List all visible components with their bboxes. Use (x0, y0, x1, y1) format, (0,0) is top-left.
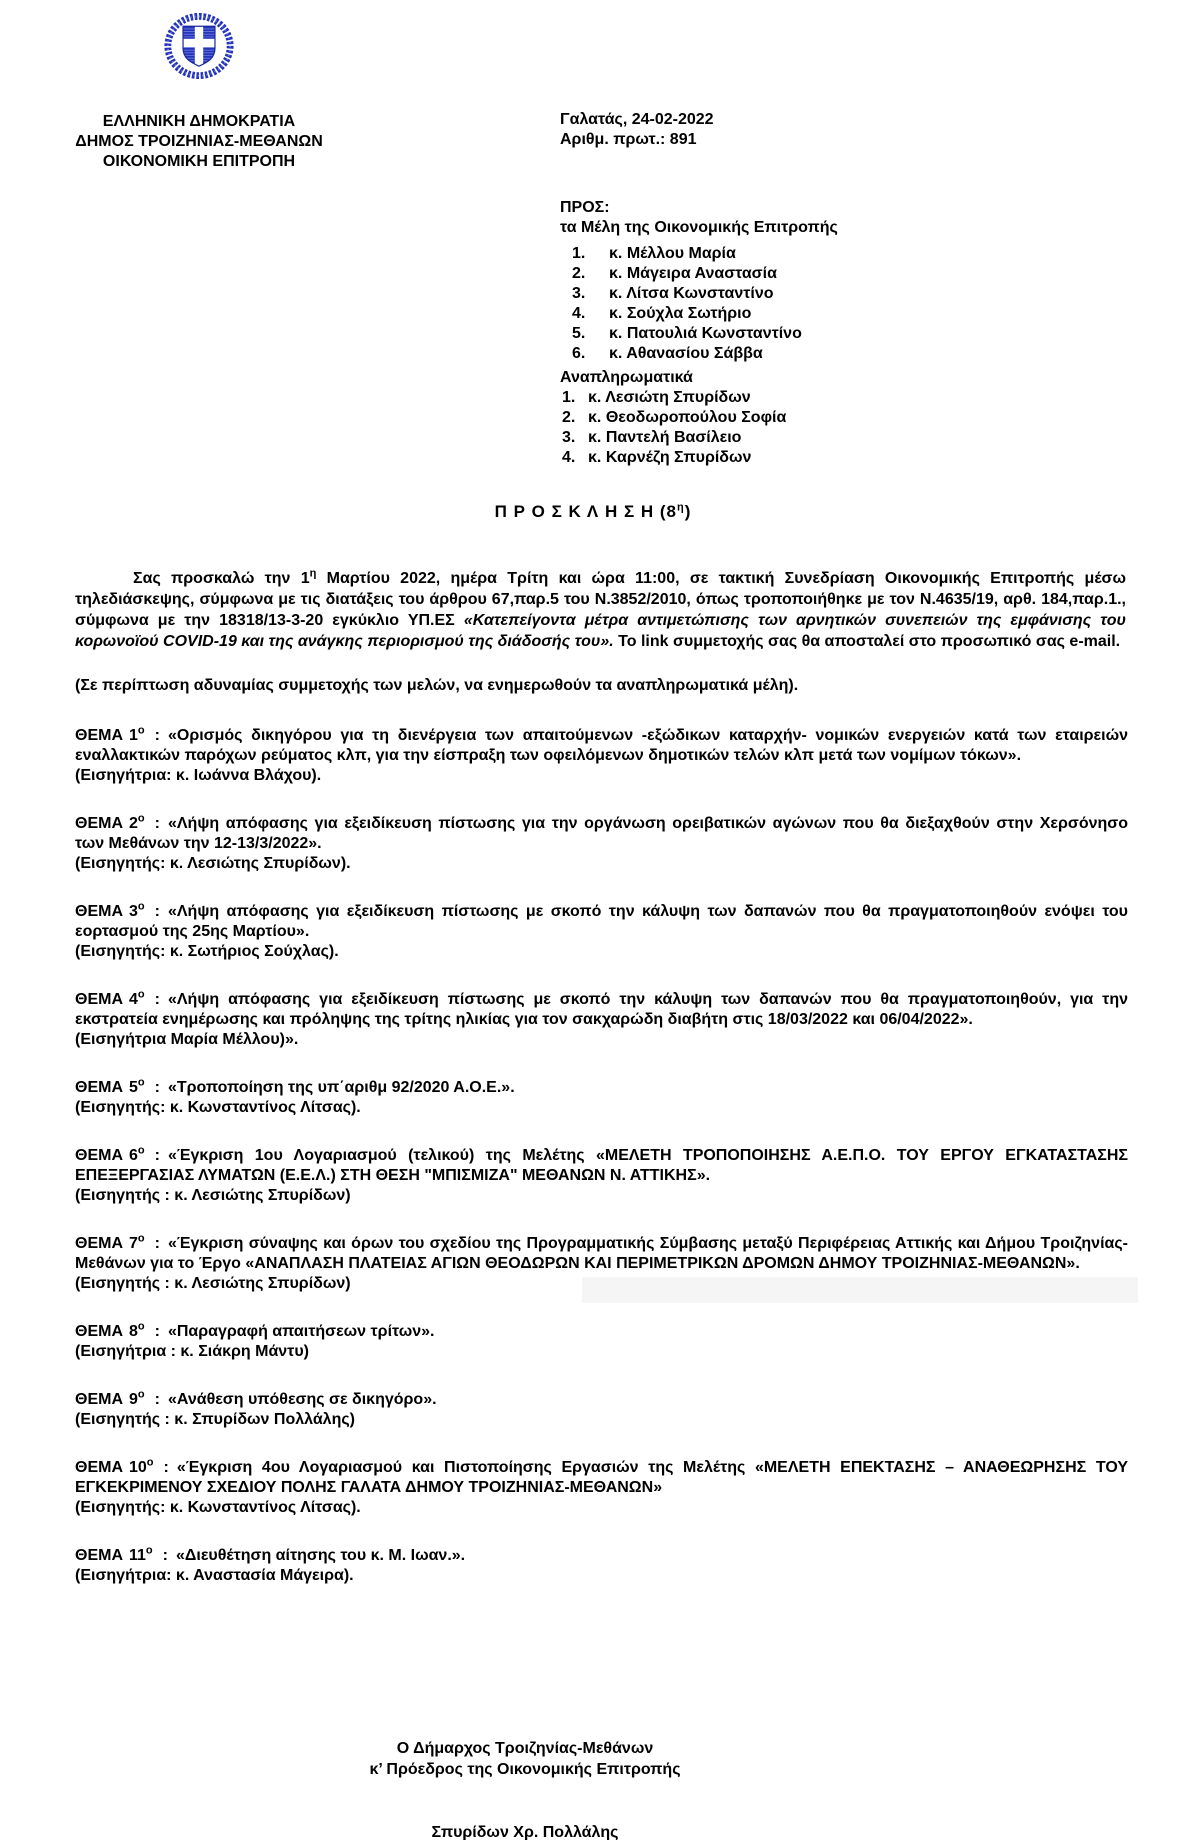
org-block (60, 8, 338, 172)
to-label: ΠΡΟΣ: (560, 199, 610, 216)
topic-number: 7 (129, 1235, 138, 1252)
place-date: Γαλατάς, 24-02-2022 (560, 111, 714, 128)
topic-text: «Έγκριση 1ου Λογαριασμού (τελικού) της Μελέτης «ΜΕΛΕΤΗ ΤΡΟΠΟΠΟΙΗΣΗΣ Α.Ε.Π.Ο. ΤΟΥ ΕΡΓΟΥ ΕΓΚΑΤΑΣΤΑΣΗΣ ΕΠΕΞΕΡΓΑΣΙΑΣ ΛΥΜΑΤΩΝ (Ε.Ε.Λ.) ΣΤΗ ΘΕΣΗ "ΜΠΙΣΜΙΖΑ" ΜΕΘΑΝΩΝ Ν. ΑΤΤΙΚΗΣ». (75, 1147, 1128, 1184)
topic-11 (75, 1546, 1128, 1586)
topic-1 (75, 726, 1128, 786)
topic-presenter: (Εισηγήτρια: κ. Ιωάννα Βλάχου). (75, 767, 322, 784)
topic-separator: : (154, 1079, 160, 1096)
greek-coat-of-arms-icon (156, 8, 242, 84)
topic-label: ΘΕΜΑ (75, 727, 123, 744)
page-title (0, 502, 1186, 522)
topic-separator: : (154, 815, 160, 832)
topic-7 (75, 1234, 1128, 1294)
alternate-name: κ. Καρνέζη Σπυρίδων (588, 449, 752, 466)
title-number-sup: η (677, 501, 685, 514)
member-row (572, 304, 838, 324)
absence-note: (Σε περίπτωση αδυναμίας συμμετοχής των μελών, να ενημερωθούν τα αναπληρωματικά μέλη). (75, 677, 799, 694)
topic-text: «Έγκριση σύναψης και όρων του σχεδίου της Προγραμματικής Σύμβασης μεταξύ Περιφέρειας Αττικής και Δήμου Τροιζηνίας-Μεθάνων για το Έργο «ΑΝΑΠΛΑΣΗ ΠΛΑΤΕΙΑΣ ΑΓΙΩΝ ΘΕΟΔΩΡΩΝ ΚΑΙ ΠΕΡΙΜΕΤΡΙΚΩΝ ΔΡΟΜΩΝ ΔΗΜΟΥ ΤΡΟΙΖΗΝΙΑΣ-ΜΕΘΑΝΩΝ». (75, 1235, 1128, 1272)
intro-tail: Το link συμμετοχής σας θα αποσταλεί στο προσωπικό σας e-mail. (613, 633, 1121, 650)
invitation-paragraph (75, 568, 1126, 652)
topic-ordinal: ο (137, 1076, 145, 1089)
topic-4 (75, 990, 1128, 1050)
topic-ordinal: ο (137, 1232, 145, 1245)
topic-3 (75, 902, 1128, 962)
topic-label: ΘΕΜΑ (75, 1323, 123, 1340)
topic-5 (75, 1078, 1128, 1118)
member-name: κ. Μάγειρα Αναστασία (609, 265, 777, 282)
member-name: κ. Αθανασίου Σάββα (609, 345, 763, 362)
topic-label: ΘΕΜΑ (75, 903, 123, 920)
topic-text: «Ανάθεση υπόθεσης σε δικηγόρο». (167, 1391, 437, 1408)
topic-number: 11 (129, 1547, 146, 1564)
agenda-topics (75, 726, 1128, 1586)
topic-10 (75, 1458, 1128, 1518)
member-row (572, 324, 838, 344)
topic-text: «Τροποποίηση της υπ΄αριθμ 92/2020 Α.Ο.Ε.». (167, 1079, 515, 1096)
topic-number: 6 (129, 1147, 138, 1164)
intro-sup: η (309, 567, 317, 580)
topic-label: ΘΕΜΑ (75, 1235, 123, 1252)
topic-ordinal: ο (137, 1320, 145, 1333)
alternate-row (562, 428, 838, 448)
title-text: Π Ρ Ο Σ Κ Λ Η Σ Η (494, 502, 655, 521)
topic-text: «Λήψη απόφασης για εξειδίκευση πίστωσης με σκοπό την κάλυψη των δαπανών που θα πραγματοποιηθούν ενόψει του εορτασμού της 25ης Μαρτίου». (75, 903, 1128, 940)
topic-ordinal: ο (137, 900, 145, 913)
org-name-line3: ΟΙΚΟΝΟΜΙΚΗ ΕΠΙΤΡΟΠΗ (102, 153, 296, 170)
topic-text: «Έγκριση 4ου Λογαριασμού και Πιστοποίησης Εργασιών της Μελέτης «ΜΕΛΕΤΗ ΕΠΕΚΤΑΣΗΣ – ΑΝΑΘΕΩΡΗΣΗΣ ΤΟΥ ΕΓΚΕΚΡΙΜΕΝΟΥ ΣΧΕΔΙΟΥ ΠΟΛΗΣ ΓΑΛΑΤΑ ΔΗΜΟΥ ΤΡΟΙΖΗΝΙΑΣ-ΜΕΘΑΝΩΝ» (75, 1459, 1128, 1496)
topic-presenter: (Εισηγητής: κ. Κωνσταντίνος Λίτσας). (75, 1099, 361, 1116)
intro-pre: Σας προσκαλώ την 1 (133, 570, 310, 587)
protocol-number: Αριθμ. πρωτ.: 891 (560, 131, 697, 148)
correspondence-block (560, 110, 838, 468)
topic-separator: : (162, 1547, 168, 1564)
topic-separator: : (163, 1459, 169, 1476)
topic-number: 4 (129, 991, 138, 1008)
topic-ordinal: ο (137, 988, 145, 1001)
member-name: κ. Πατουλιά Κωνσταντίνο (609, 325, 802, 342)
member-row (572, 244, 838, 264)
member-number: 5. (572, 325, 586, 342)
topic-8 (75, 1322, 1128, 1362)
title-number-close: ) (684, 502, 692, 521)
alternate-row (562, 388, 838, 408)
topic-text: «Διευθέτηση αίτησης του κ. Μ. Ιωαν.». (175, 1547, 466, 1564)
member-name: κ. Μέλλου Μαρία (609, 245, 736, 262)
member-name: κ. Σούχλα Σωτήριο (609, 305, 752, 322)
member-number: 1. (572, 245, 586, 262)
members-list (560, 244, 838, 364)
topic-presenter: (Εισηγήτρια: κ. Αναστασία Μάγειρα). (75, 1567, 354, 1584)
alternate-number: 1. (562, 389, 576, 406)
member-name: κ. Λίτσα Κωνσταντίνο (609, 285, 774, 302)
intro-italic-quote: «Κατεπείγοντα μέτρα αντιμετώπισης των αρνητικών συνεπειών της εμφάνισης του κορωνοϊού COVID-19 και της ανάγκης περιορισμού της διάδοσής του». (75, 612, 1126, 650)
member-row (572, 264, 838, 284)
topic-separator: : (154, 903, 160, 920)
alternates-list (560, 388, 838, 468)
topic-ordinal: ο (137, 724, 145, 737)
member-number: 4. (572, 305, 586, 322)
signer-title-line1: Ο Δήμαρχος Τροιζηνίας-Μεθάνων (396, 1740, 654, 1757)
topic-number: 9 (129, 1391, 138, 1408)
topic-presenter: (Εισηγητής : κ. Λεσιώτης Σπυρίδων) (75, 1187, 351, 1204)
alternate-row (562, 448, 838, 468)
topic-label: ΘΕΜΑ (75, 1147, 123, 1164)
topic-number: 2 (129, 815, 138, 832)
alternate-name: κ. Παντελή Βασίλειο (588, 429, 742, 446)
topic-separator: : (154, 1323, 160, 1340)
member-row (572, 344, 838, 364)
signature-block (0, 1738, 1050, 1840)
topic-presenter: (Εισηγητής : κ. Σπυρίδων Πολλάλης) (75, 1411, 355, 1428)
topic-presenter: (Εισηγητής: κ. Σωτήριος Σούχλας). (75, 943, 339, 960)
topic-text: «Λήψη απόφασης για εξειδίκευση πίστωσης με σκοπό την κάλυψη των δαπανών που θα πραγματοποιηθούν, για την εκστρατεία ενημέρωσης και πρόληψης της τρίτης ηλικίας για τον σακχαρώδη διαβήτη στις 18/03/2022 και 06/04/2022». (75, 991, 1128, 1028)
topic-number: 8 (129, 1323, 138, 1340)
member-number: 2. (572, 265, 586, 282)
alternate-number: 2. (562, 409, 576, 426)
letterhead-section (0, 0, 1186, 468)
topic-separator: : (154, 991, 160, 1008)
alternate-name: κ. Θεοδωροπούλου Σοφία (588, 409, 787, 426)
topic-text: «Λήψη απόφασης για εξειδίκευση πίστωσης για την οργάνωση ορειβατικών αγώνων που θα διεξαχθούν στην Χερσόνησο των Μεθάνων την 12-13/3/2022». (75, 815, 1128, 852)
to-line: τα Μέλη της Οικονομικής Επιτροπής (560, 219, 838, 236)
alternates-label: Αναπληρωματικά (560, 369, 693, 386)
topic-presenter: (Εισηγήτρια Μαρία Μέλλου)». (75, 1031, 299, 1048)
alternate-row (562, 408, 838, 428)
topic-label: ΘΕΜΑ (75, 1391, 123, 1408)
member-number: 3. (572, 285, 586, 302)
topic-number: 1 (129, 727, 138, 744)
topic-label: ΘΕΜΑ (75, 1547, 123, 1564)
topic-ordinal: ο (137, 1388, 145, 1401)
topic-presenter: (Εισηγήτρια : κ. Σιάκρη Μάντυ) (75, 1343, 309, 1360)
topic-presenter: (Εισηγητής: κ. Κωνσταντίνος Λίτσας). (75, 1499, 361, 1516)
topic-text: «Παραγραφή απαιτήσεων τρίτων». (167, 1323, 435, 1340)
topic-ordinal: ο (137, 1144, 145, 1157)
title-number: (8 (659, 502, 678, 521)
topic-9 (75, 1390, 1128, 1430)
alternate-number: 3. (562, 429, 576, 446)
topic-separator: : (154, 1235, 160, 1252)
org-name-line2: ΔΗΜΟΣ ΤΡΟΙΖΗΝΙΑΣ-ΜΕΘΑΝΩΝ (75, 133, 323, 150)
signer-name: Σπυρίδων Χρ. Πολλάλης (431, 1824, 619, 1840)
topic-number: 10 (129, 1459, 147, 1476)
topic-ordinal: ο (146, 1456, 154, 1469)
topic-label: ΘΕΜΑ (75, 1459, 123, 1476)
org-name-line1: ΕΛΛΗΝΙΚΗ ΔΗΜΟΚΡΑΤΙΑ (102, 113, 296, 130)
topic-separator: : (154, 1147, 160, 1164)
topic-presenter: (Εισηγητής : κ. Λεσιώτης Σπυρίδων) (75, 1275, 351, 1292)
intro-mid: Μαρτίου 2022, ημέρα Τρίτη και ώρα 11:00, σε τακτική Συνεδρίαση Οικονομικής Επιτροπής μέσω τηλεδιάσκεψης, σύμφωνα με τις διατάξεις του άρθρου 67,παρ.5 του Ν.3852/2010, όπως τροποποιήθηκε με τον Ν.4635/19, αρθ. 184,παρ.1., σύμφωνα με την 18318/13-3-20 εγκύκλιο ΥΠ.ΕΣ (75, 570, 1126, 629)
topic-separator: : (154, 727, 160, 744)
topic-presenter: (Εισηγητής: κ. Λεσιώτης Σπυρίδων). (75, 855, 351, 872)
member-row (572, 284, 838, 304)
topic-ordinal: ο (145, 1544, 153, 1557)
topic-text: «Ορισμός δικηγόρου για τη διενέργεια των απαιτούμενων -εξώδικων καταρχήν- νομικών ενεργειών κατά των εταιρειών εναλλακτικών παρόχων ρεύματος κλπ, για την είσπραξη των οφειλόμενων δημοτικών τελών κλπ μετά των νομίμων τόκων». (75, 727, 1128, 764)
signer-title-line2: κ’ Πρόεδρος της Οικονομικής Επιτροπής (369, 1761, 681, 1778)
topic-label: ΘΕΜΑ (75, 1079, 123, 1096)
alternate-number: 4. (562, 449, 576, 466)
topic-2 (75, 814, 1128, 874)
topic-separator: : (154, 1391, 160, 1408)
alternate-name: κ. Λεσιώτη Σπυρίδων (588, 389, 751, 406)
topic-6 (75, 1146, 1128, 1206)
topic-label: ΘΕΜΑ (75, 991, 123, 1008)
member-number: 6. (572, 345, 586, 362)
topic-number: 3 (129, 903, 138, 920)
topic-number: 5 (129, 1079, 138, 1096)
topic-ordinal: ο (137, 812, 145, 825)
topic-label: ΘΕΜΑ (75, 815, 123, 832)
